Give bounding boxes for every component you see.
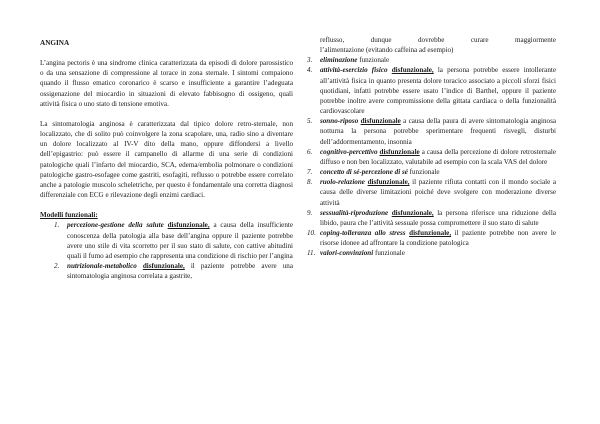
item-name: percezione-gestione della salute [67,221,164,230]
item-name: nutrizionale-metabolico [67,261,137,270]
intro-paragraph: L’angina pectoris è una sindrome clinica caratterizzata da episodi di dolore parossistico o da una sensazione di compressione al torace in zona sternale. I sintomi compaiono quando il flusso ematico coronarico è scarso e insufficiente a garantire l’adeguata ossigenazione del miocardio in situazioni di elevato fabbisogno di ossigeno, quali attività fisica o uno stato di tensione emotiva. [40,59,293,108]
list-item: 4. attività-esercizio fisico disfunzionale, la persona potrebbe essere intollerante all’attività fisica in quanto presenta dolore toracico associato a piccoli sforzi fisici quotidiani, infatti potrebbe essere usato l’indice di Barthel, oppure il paziente potrebbe inoltre avere compromissione della gittata cardiaca o della funzionalità cardiovascolare [307,66,556,116]
list-item: 9. sessualità-riproduzione disfunzionale, la persona riferisce una riduzione della libido, paura che l’attività sessuale possa compromettere il suo stato di salute [307,208,556,227]
list-item: 3. eliminazione funzionale [307,56,390,65]
symptoms-paragraph: La sintomatologia anginosa è caratterizzata dal tipico dolore retro-sternale, non localizzato, che di solito può coinvolgere la zona scapolare, una, radio sino a diventare un dolore localizzato al IV-V dito della mano, oppure diffondersi a livello dell’epigastrio: può essere il campanello di allarme di una serie di condizioni patologiche quali l’infarto del miocardio, SCA, edema/embolia polmonare o condizioni patologiche gastro-esofagee come gastriti, esofagiti, reflusso o potrebbe essere correlato anche a patologie muscolo scheletriche, per questo è fondamentale una corretta diagnosi differenziale con ECG e rilevazione degli enzimi cardiaci. [40,119,293,200]
list-item: 5. sonno-riposo disfunzionale a causa della paura di avere sintomatologia anginosa notturna la persona potrebbe sperimentare frequenti risvegli, disturbi dell’addormentamento, insonnia [307,117,556,146]
list-item: 6. cognitivo-percettivo disfunzionale a causa della percezione di dolore retrosternale diffuso e non ben localizzato, valutabile ad esempio con la scala VAS del dolore [307,147,556,166]
item-number: 1. [54,221,60,230]
right-column [308,35,556,258]
item-status: disfunzionale, [142,261,185,270]
models-list-left [40,220,293,281]
list-item: 10. coping-tolleranza allo stress disfunzionale, il paziente potrebbe non avere le risorse idonee ad affrontare la condizione patologica [307,228,556,248]
continuation-line: reflusso, dunque dovrebbe curare maggiormente [320,36,556,44]
models-list-right [308,55,556,258]
item-text: il paziente potrebbe avere una sintomatologia anginosa correlata a gastrite, [67,261,293,281]
document-heading: ANGINA [40,39,70,47]
list-item: 7. concetto di sé-percezione di sé funzionale [307,168,440,177]
list-item: 11. valori-convinzioni funzionale [307,249,405,258]
item-number: 2. [54,261,60,270]
item-text: a causa della insufficiente conoscenza della patologia alla base dell’angina oppure il paziente potrebbe avere uno stile di vita scorretto per il suo stato di salute, con cattive abitudini quali il fumo ad esempio che rappresenta una condizione di rischio per l’angina [67,221,293,260]
item-status: disfunzionale, [167,221,210,230]
list-item [54,220,293,261]
continuation-rest: l’alimentazione (evitando caffeina ad esempio) [320,46,454,55]
item-2-continuation [308,35,556,55]
models-title: Modelli funzionali: [40,211,98,220]
left-column [40,38,293,281]
list-item [54,261,293,281]
list-item: 8. ruolo-relazione disfunzionale, il paziente rifiuta contatti con il mondo sociale a causa delle diverse limitazioni poiché deve svolgere con moderazione diverse attività [307,178,556,207]
